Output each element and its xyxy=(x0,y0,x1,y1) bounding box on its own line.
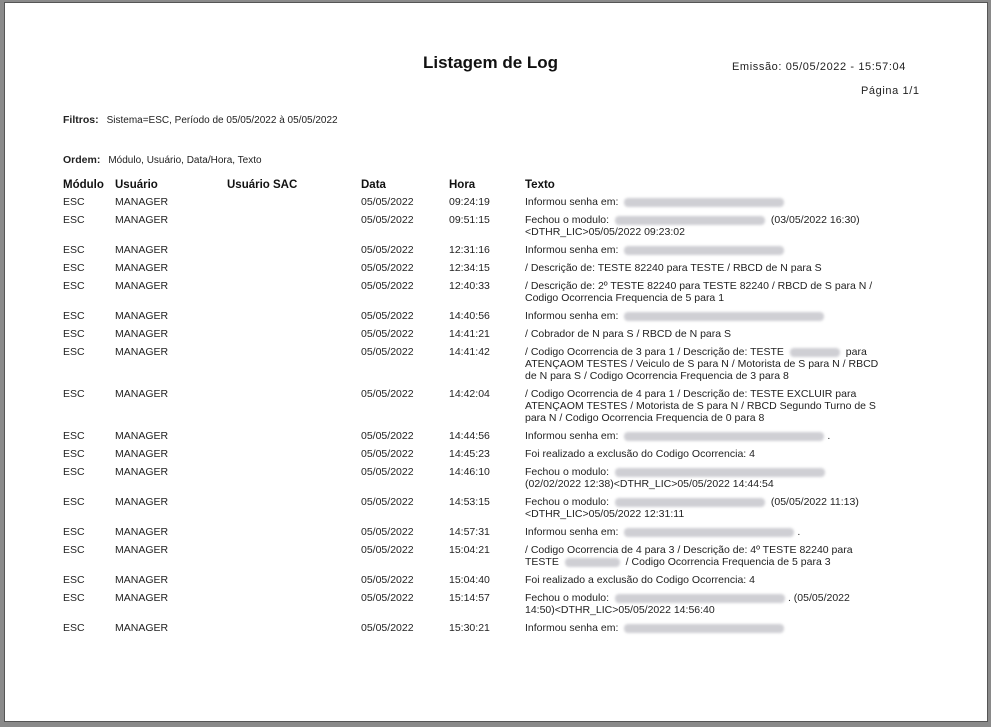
report-page xyxy=(4,2,988,722)
cell-hora: 12:40:33 xyxy=(449,280,490,292)
cell-modulo: ESC xyxy=(63,214,85,226)
cell-hora: 14:41:21 xyxy=(449,328,490,340)
table-row xyxy=(61,307,883,325)
cell-hora: 14:42:04 xyxy=(449,388,490,400)
cell-usuario: MANAGER xyxy=(115,280,169,292)
cell-usuario-sac xyxy=(225,241,359,259)
table-row xyxy=(61,241,883,259)
table-row xyxy=(61,463,883,493)
cell-usuario: MANAGER xyxy=(115,526,169,538)
cell-hora: 14:46:10 xyxy=(449,466,490,478)
table-row xyxy=(61,427,883,445)
cell-texto: Informou senha em: . xyxy=(525,526,801,538)
redacted-text xyxy=(624,528,794,537)
cell-hora: 09:24:19 xyxy=(449,196,490,208)
cell-modulo: ESC xyxy=(63,526,85,538)
cell-usuario-sac xyxy=(225,325,359,343)
redacted-text xyxy=(790,348,840,357)
cell-data: 05/05/2022 xyxy=(361,592,414,604)
cell-usuario-sac xyxy=(225,343,359,385)
cell-texto: Informou senha em: xyxy=(523,307,883,325)
cell-hora: 15:14:57 xyxy=(449,592,490,604)
cell-hora: 12:34:15 xyxy=(449,262,490,274)
cell-usuario-sac xyxy=(225,523,359,541)
cell-usuario-sac xyxy=(225,385,359,427)
cell-hora: 09:51:15 xyxy=(449,214,490,226)
cell-hora: 14:57:31 xyxy=(449,526,490,538)
cell-modulo: ESC xyxy=(63,544,85,556)
cell-modulo: ESC xyxy=(63,196,85,208)
log-table xyxy=(61,177,883,637)
table-row xyxy=(61,385,883,427)
redacted-text xyxy=(624,198,784,207)
cell-usuario: MANAGER xyxy=(115,430,169,442)
cell-usuario-sac xyxy=(225,571,359,589)
col-header-hora: Hora xyxy=(449,179,476,191)
cell-hora: 14:44:56 xyxy=(449,430,490,442)
cell-texto: / Codigo Ocorrencia de 4 para 1 / Descrição de: TESTE EXCLUIR para ATENÇAOM TESTES / Motorista de S para N / RBCD Segundo Turno de S para N / Codigo Ocorrencia Frequencia de 0 para 8 xyxy=(525,388,876,424)
cell-data: 05/05/2022 xyxy=(361,466,414,478)
cell-texto: Fechou o modulo: (05/05/2022 11:13)<DTHR_LIC>05/05/2022 12:31:11 xyxy=(525,496,859,520)
cell-data: 05/05/2022 xyxy=(361,622,414,634)
cell-texto: / Codigo Ocorrencia de 3 para 1 / Descrição de: TESTE para ATENÇAOM TESTES / Veiculo de S para N / Motorista de S para N / RBCD de N para S / Codigo Ocorrencia Frequencia de 3 para 8 xyxy=(525,346,879,382)
cell-data: 05/05/2022 xyxy=(361,328,414,340)
cell-usuario: MANAGER xyxy=(115,592,169,604)
cell-hora: 15:04:40 xyxy=(449,574,490,586)
cell-modulo: ESC xyxy=(63,592,85,604)
cell-usuario-sac xyxy=(225,307,359,325)
cell-texto: / Descrição de: 2º TESTE 82240 para TESTE 82240 / RBCD de S para N / Codigo Ocorrencia Frequencia de 5 para 1 xyxy=(525,280,873,304)
cell-modulo: ESC xyxy=(63,346,85,358)
col-header-usuario: Usuário xyxy=(115,179,158,191)
cell-usuario-sac xyxy=(225,589,359,619)
table-row xyxy=(61,619,883,637)
cell-data: 05/05/2022 xyxy=(361,244,414,256)
order-label: Ordem: xyxy=(63,154,101,166)
cell-modulo: ESC xyxy=(63,574,85,586)
cell-modulo: ESC xyxy=(63,262,85,274)
filters-line xyxy=(63,114,338,126)
cell-data: 05/05/2022 xyxy=(361,310,414,322)
cell-texto: / Descrição de: TESTE 82240 para TESTE / RBCD de N para S xyxy=(525,262,822,274)
cell-texto: Foi realizado a exclusão do Codigo Ocorrencia: 4 xyxy=(525,448,755,460)
table-row xyxy=(61,193,883,211)
cell-texto: Fechou o modulo: . (05/05/2022 14:50)<DTHR_LIC>05/05/2022 14:56:40 xyxy=(525,592,850,616)
cell-texto: Fechou o modulo: (03/05/2022 16:30)<DTHR_LIC>05/05/2022 09:23:02 xyxy=(525,214,860,238)
cell-usuario: MANAGER xyxy=(115,328,169,340)
table-row xyxy=(61,571,883,589)
cell-data: 05/05/2022 xyxy=(361,388,414,400)
cell-usuario: MANAGER xyxy=(115,214,169,226)
cell-modulo: ESC xyxy=(63,448,85,460)
cell-data: 05/05/2022 xyxy=(361,526,414,538)
cell-usuario: MANAGER xyxy=(115,466,169,478)
col-header-data: Data xyxy=(361,179,386,191)
cell-texto: Informou senha em: xyxy=(523,619,883,637)
table-row xyxy=(61,589,883,619)
cell-usuario-sac xyxy=(225,445,359,463)
cell-usuario: MANAGER xyxy=(115,346,169,358)
cell-hora: 15:04:21 xyxy=(449,544,490,556)
cell-usuario-sac xyxy=(225,463,359,493)
cell-modulo: ESC xyxy=(63,280,85,292)
redacted-text xyxy=(624,624,784,633)
cell-usuario: MANAGER xyxy=(115,262,169,274)
cell-usuario: MANAGER xyxy=(115,388,169,400)
cell-usuario-sac xyxy=(225,193,359,211)
cell-modulo: ESC xyxy=(63,328,85,340)
cell-data: 05/05/2022 xyxy=(361,280,414,292)
redacted-text xyxy=(615,498,765,507)
cell-modulo: ESC xyxy=(63,466,85,478)
report-title: Listagem de Log xyxy=(423,53,559,72)
cell-data: 05/05/2022 xyxy=(361,430,414,442)
cell-usuario: MANAGER xyxy=(115,496,169,508)
cell-texto: Informou senha em: xyxy=(523,193,883,211)
cell-usuario-sac xyxy=(225,619,359,637)
cell-modulo: ESC xyxy=(63,244,85,256)
cell-data: 05/05/2022 xyxy=(361,262,414,274)
cell-usuario: MANAGER xyxy=(115,574,169,586)
cell-hora: 14:53:15 xyxy=(449,496,490,508)
table-header-row xyxy=(61,177,883,193)
cell-usuario-sac xyxy=(225,277,359,307)
redacted-text xyxy=(615,594,785,603)
cell-hora: 12:31:16 xyxy=(449,244,490,256)
cell-usuario: MANAGER xyxy=(115,544,169,556)
cell-usuario: MANAGER xyxy=(115,622,169,634)
redacted-text xyxy=(624,312,824,321)
redacted-text xyxy=(624,246,784,255)
table-row xyxy=(61,211,883,241)
cell-hora: 14:45:23 xyxy=(449,448,490,460)
order-value: Módulo, Usuário, Data/Hora, Texto xyxy=(108,155,262,166)
cell-usuario: MANAGER xyxy=(115,244,169,256)
cell-usuario-sac xyxy=(225,427,359,445)
cell-usuario: MANAGER xyxy=(115,310,169,322)
table-row xyxy=(61,343,883,385)
table-row xyxy=(61,523,883,541)
cell-texto: Fechou o modulo: (02/02/2022 12:38)<DTHR_LIC>05/05/2022 14:44:54 xyxy=(523,463,883,493)
cell-usuario: MANAGER xyxy=(115,196,169,208)
cell-data: 05/05/2022 xyxy=(361,346,414,358)
redacted-text xyxy=(565,558,620,567)
table-row xyxy=(61,259,883,277)
log-table-body xyxy=(61,193,883,637)
order-line xyxy=(63,154,262,166)
table-row xyxy=(61,277,883,307)
cell-modulo: ESC xyxy=(63,622,85,634)
cell-texto: Foi realizado a exclusão do Codigo Ocorrencia: 4 xyxy=(525,574,755,586)
cell-data: 05/05/2022 xyxy=(361,196,414,208)
cell-usuario-sac xyxy=(225,541,359,571)
cell-usuario: MANAGER xyxy=(115,448,169,460)
cell-data: 05/05/2022 xyxy=(361,544,414,556)
redacted-text xyxy=(624,432,824,441)
cell-texto: Informou senha em: . xyxy=(525,430,831,442)
col-header-usuario-sac: Usuário SAC xyxy=(227,179,298,191)
col-header-texto: Texto xyxy=(525,179,555,191)
cell-modulo: ESC xyxy=(63,496,85,508)
page-number: Página 1/1 xyxy=(861,85,920,97)
cell-modulo: ESC xyxy=(63,310,85,322)
cell-texto: / Codigo Ocorrencia de 4 para 3 / Descrição de: 4º TESTE 82240 para TESTE / Codigo Ocorrencia Frequencia de 5 para 3 xyxy=(525,544,853,568)
redacted-text xyxy=(615,468,825,477)
cell-data: 05/05/2022 xyxy=(361,448,414,460)
cell-usuario-sac xyxy=(225,211,359,241)
cell-modulo: ESC xyxy=(63,388,85,400)
cell-data: 05/05/2022 xyxy=(361,574,414,586)
cell-modulo: ESC xyxy=(63,430,85,442)
cell-data: 05/05/2022 xyxy=(361,496,414,508)
table-row xyxy=(61,325,883,343)
cell-hora: 15:30:21 xyxy=(449,622,490,634)
cell-hora: 14:40:56 xyxy=(449,310,490,322)
cell-texto: Informou senha em: xyxy=(523,241,883,259)
filters-label: Filtros: xyxy=(63,114,99,126)
table-row xyxy=(61,541,883,571)
cell-usuario-sac xyxy=(225,259,359,277)
cell-texto: / Cobrador de N para S / RBCD de N para S xyxy=(525,328,732,340)
emission-datetime: Emissão: 05/05/2022 - 15:57:04 xyxy=(732,61,906,73)
redacted-text xyxy=(615,216,765,225)
cell-usuario-sac xyxy=(225,493,359,523)
cell-data: 05/05/2022 xyxy=(361,214,414,226)
cell-hora: 14:41:42 xyxy=(449,346,490,358)
table-row xyxy=(61,493,883,523)
col-header-modulo: Módulo xyxy=(63,179,104,191)
filters-value: Sistema=ESC, Período de 05/05/2022 à 05/05/2022 xyxy=(106,115,338,126)
table-row xyxy=(61,445,883,463)
